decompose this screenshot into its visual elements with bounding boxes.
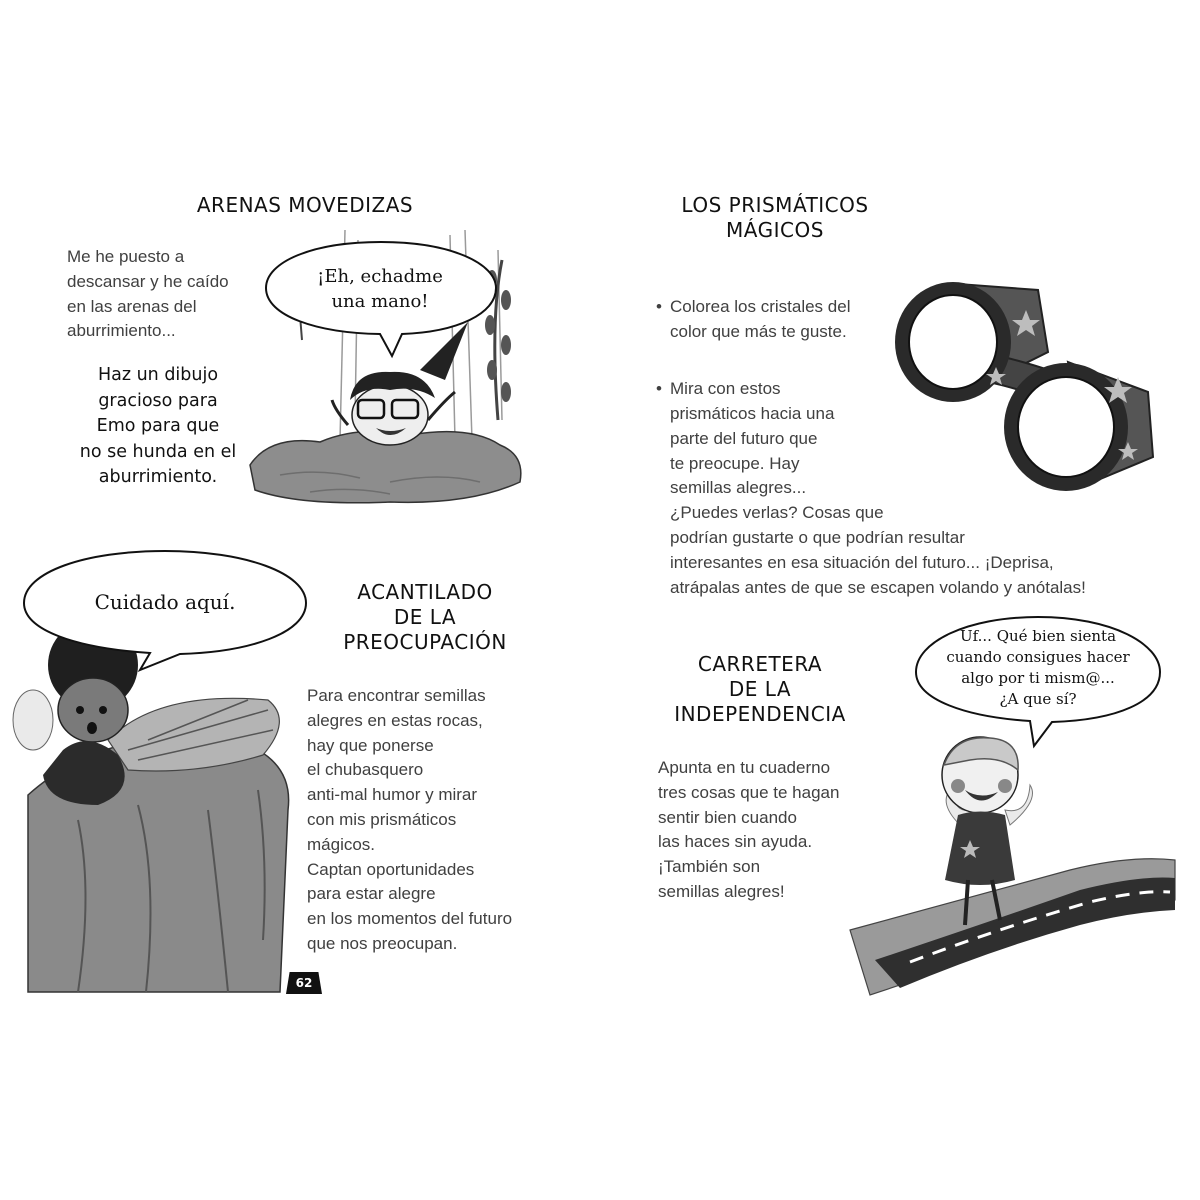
prismaticos-bullet-2: • Mira con estos prismáticos hacia una parte del futuro que te preocupe. Hay semillas alegres... ¿Puedes verlas? Cosas que podrían gustarte o que podrían resultar interesantes en esa situación del futuro... ¡Deprisa, atrápalas antes de que se escapen volando y anótalas! — [656, 377, 1136, 600]
prismaticos-title: LOS PRISMÁTICOS MÁGICOS — [681, 193, 869, 242]
arenas-text: Me he puesto a descansar y he caído en las arenas del aburrimiento... — [67, 247, 229, 341]
binoculars-illustration — [888, 272, 1168, 502]
page-number: 62 — [295, 976, 313, 990]
cliff-illustration — [18, 640, 318, 995]
prismaticos-bullet-1: • Colorea los cristales del color que más te guste. — [656, 295, 1136, 345]
carretera-title: CARRETERA DE LA INDEPENDENCIA — [674, 652, 846, 726]
girl-dress — [945, 812, 1015, 886]
carretera-text: Apunta en tu cuaderno tres cosas que te hagan sentir bien cuando las haces sin ayuda. ¡También son semillas alegres! — [658, 758, 840, 901]
acantilado-text: Para encontrar semillas alegres en estas rocas, hay que ponerse el chubasquero anti-mal humor y mirar con mis prismáticos mágicos. Captan oportunidades para estar alegre en los momentos del futuro que nos preocupan. — [307, 686, 513, 953]
bubble-text-carretera: Uf... Qué bien sienta cuando consigues hacer algo por ti mism@... ¿A que sí? — [946, 627, 1130, 708]
bubble-text-arenas: ¡Eh, echadme una mano! — [317, 266, 443, 312]
arenas-title: ARENAS MOVEDIZAS — [196, 193, 414, 217]
road-illustration — [840, 730, 1180, 1000]
arenas-instruction: Haz un dibujo gracioso para Emo para que no se hunda en el aburrimiento. — [79, 365, 237, 487]
acantilado-title: ACANTILADO DE LA PREOCUPACIÓN — [343, 580, 507, 654]
bubble-text-cliff: Cuidado aquí. — [94, 590, 236, 614]
